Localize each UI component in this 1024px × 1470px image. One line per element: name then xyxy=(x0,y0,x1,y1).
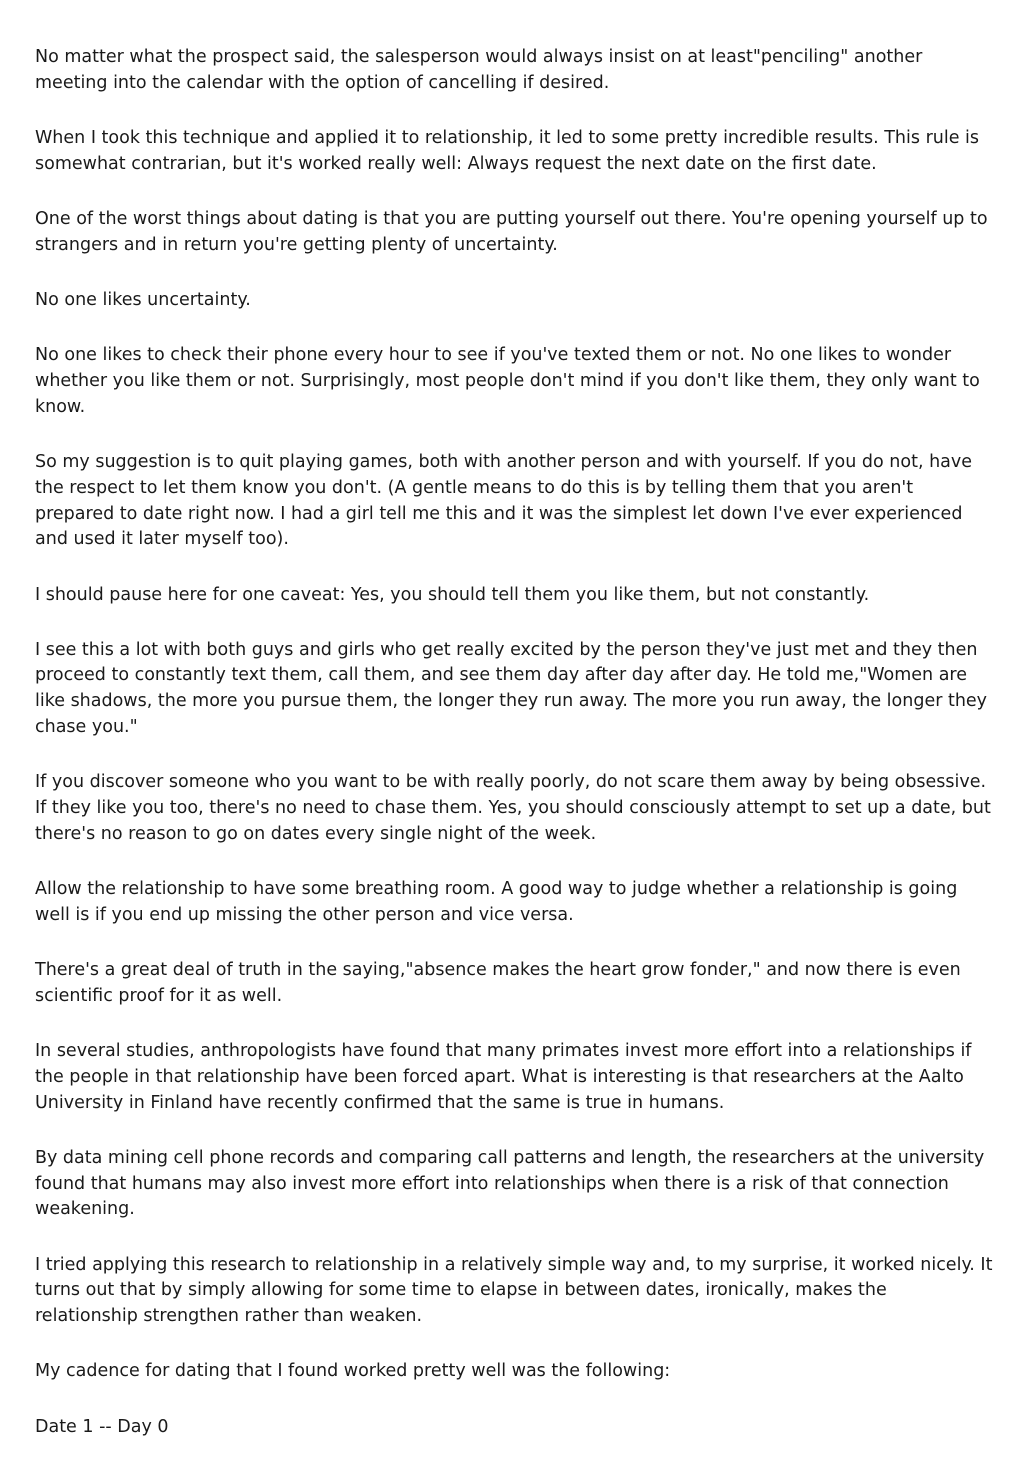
paragraph: No one likes uncertainty. xyxy=(35,289,251,310)
paragraph: I should pause here for one caveat: Yes, you should tell them you like them, but not constantly. xyxy=(35,584,870,605)
paragraph: I see this a lot with both guys and girls who get really excited by the person they've just met and they then proceed to constantly text them, call them, and see them day after day after day. He told me,"Women are like shadows, the more you pursue them, the longer they run away. The more you run away, the longer they chase you." xyxy=(35,639,988,738)
paragraph: No matter what the prospect said, the salesperson would always insist on at least"penciling" another meeting into the calendar with the option of cancelling if desired. xyxy=(35,47,923,93)
paragraph: Date 1 -- Day 0 xyxy=(35,1416,169,1437)
paragraph: I tried applying this research to relationship in a relatively simple way and, to my surprise, it worked nicely. It turns out that by simply allowing for some time to elapse in between dates, ironically, makes the relationship strengthen rather than weaken. xyxy=(35,1254,993,1327)
paragraph: There's a great deal of truth in the saying,"absence makes the heart grow fonder," and now there is even scientific proof for it as well. xyxy=(35,960,961,1006)
paragraph: One of the worst things about dating is that you are putting yourself out there. You're opening yourself up to strangers and in return you're getting plenty of uncertainty. xyxy=(35,208,988,255)
paragraph: By data mining cell phone records and comparing call patterns and length, the researchers at the university found that humans may also invest more effort into relationships when there is a risk of that connection weakening. xyxy=(35,1147,985,1220)
paragraph: If you discover someone who you want to be with really poorly, do not scare them away by being obsessive. If they like you too, there's no need to chase them. Yes, you should consciously attempt to set up a date, but there's no reason to go on dates every single night of the week. xyxy=(35,772,991,844)
document-body xyxy=(35,45,995,1470)
paragraph: My cadence for dating that I found worked pretty well was the following: xyxy=(35,1361,671,1382)
paragraph: So my suggestion is to quit playing games, both with another person and with yourself. If you do not, have the respect to let them know you don't. (A gentle means to do this is by telling them that you aren't prepared to date right now. I had a girl tell me this and it was the simplest let down I've ever experienced and used it later myself too). xyxy=(35,451,973,550)
paragraph: No one likes to check their phone every hour to see if you've texted them or not. No one likes to wonder whether you like them or not. Surprisingly, most people don't mind if you don't like them, they only want to know. xyxy=(35,345,980,417)
paragraph: In several studies, anthropologists have found that many primates invest more effort into a relationships if the people in that relationship have been forced apart. What is interesting is that researchers at the Aalto University in Finland have recently confirmed that the same is true in humans. xyxy=(35,1041,972,1113)
paragraph: Allow the relationship to have some breathing room. A good way to judge whether a relationship is going well is if you end up missing the other person and vice versa. xyxy=(35,879,958,925)
paragraph: When I took this technique and applied it to relationship, it led to some pretty incredible results. This rule is somewhat contrarian, but it's worked really well: Always request the next date on the first date. xyxy=(35,127,980,174)
